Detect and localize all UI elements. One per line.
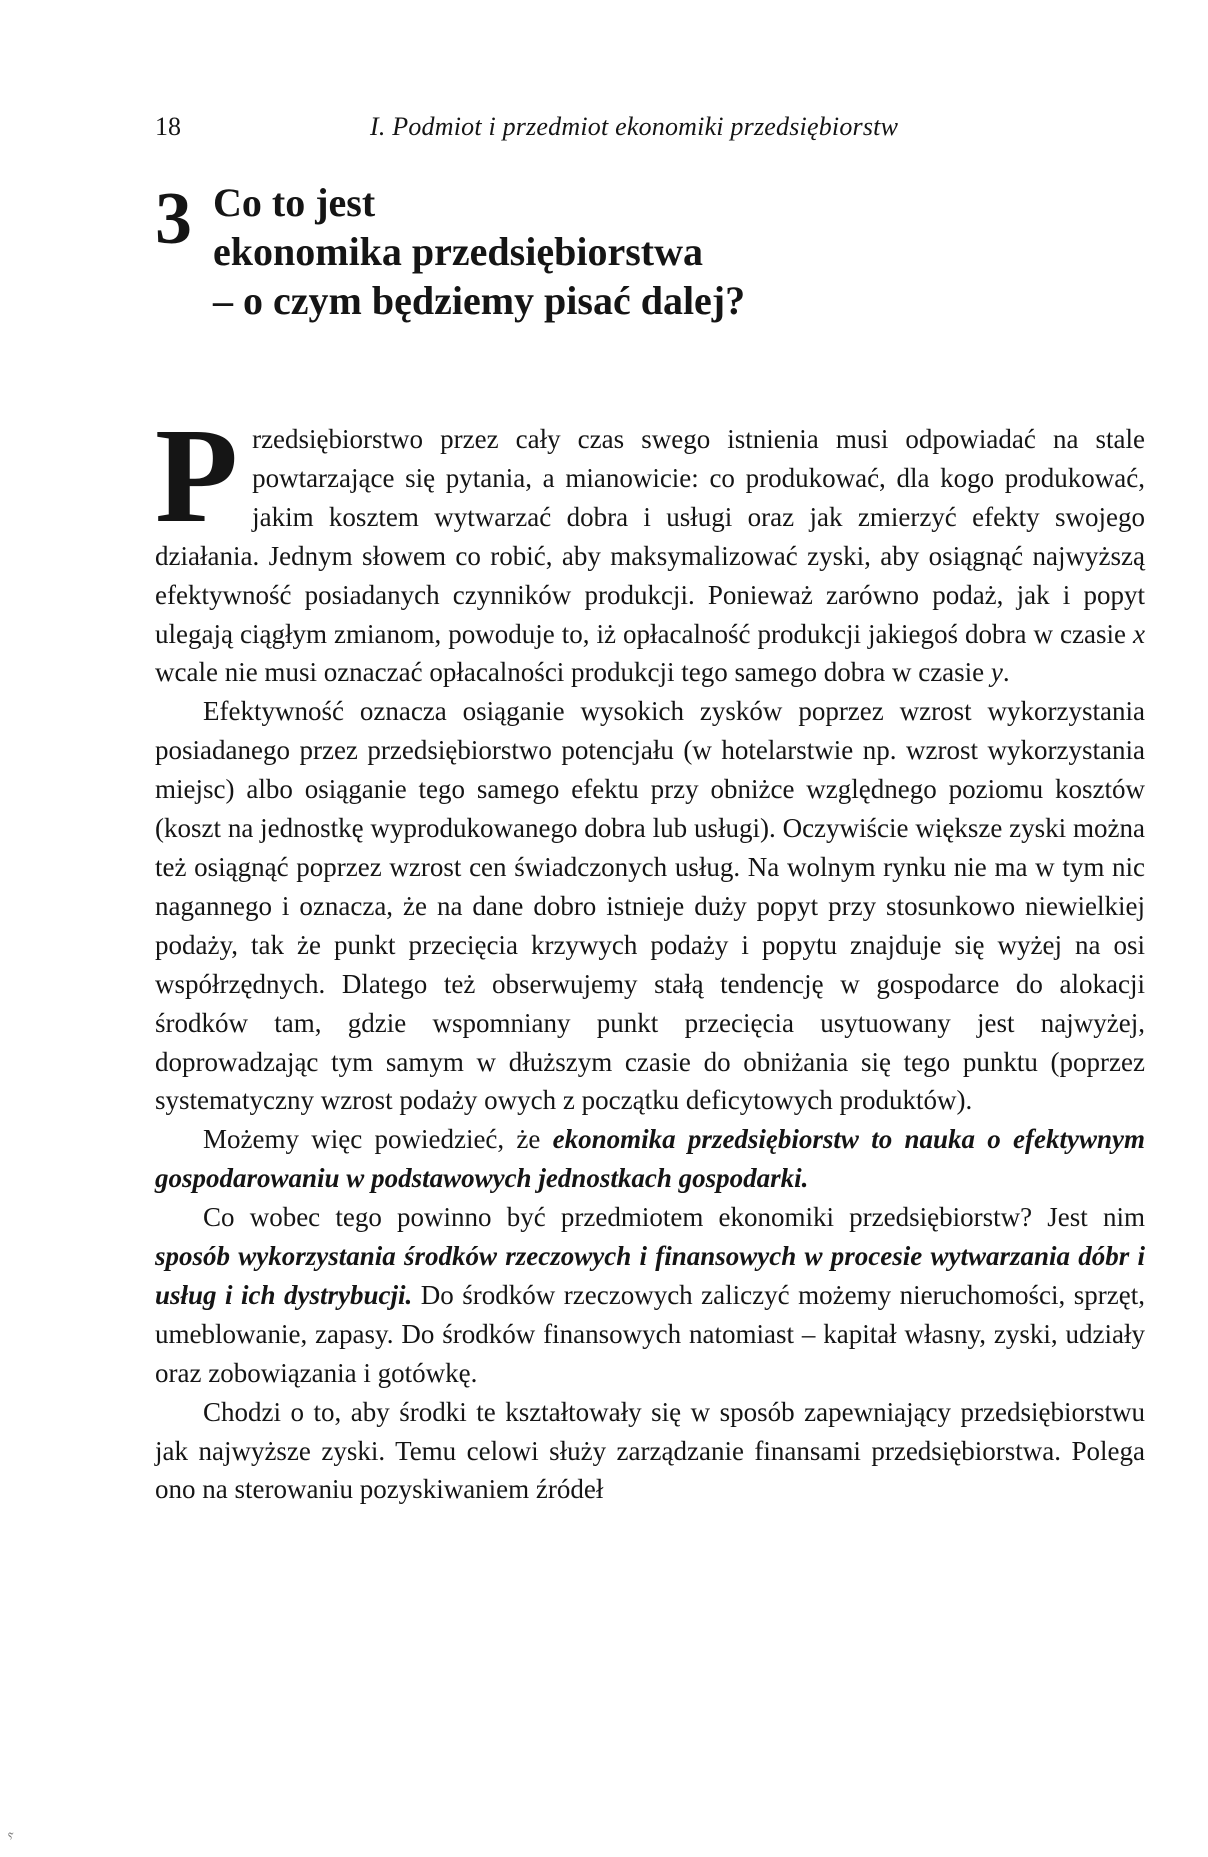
paragraph-1-text-a: rzedsiębiorstwo przez cały czas swego istnienia musi odpowiadać na stale powtarzające się pytania, a mianowicie: co produkować, dla kogo produkować, jakim kosztem wytwarzać dobra i usługi oraz jak zmierzyć efekty swojego działania. Jednym słowem co robić, aby maksymalizować zyski, aby osiągnąć najwyższą efektywność posiadanych czynników produkcji. Ponieważ zarówno podaż, jak i popyt ulegają ciągłym zmianom, powoduje to, iż opłacalność produkcji jakiegoś dobra w czasie	[155, 424, 1145, 649]
paragraph-3	[155, 1120, 1145, 1198]
variable-x: x	[1133, 618, 1145, 649]
paragraph-3-text: Możemy więc powiedzieć, że	[203, 1124, 553, 1155]
section-title-line: ekonomika przedsiębiorstwa	[213, 229, 703, 274]
margin-mark: ⲋ	[8, 1828, 14, 1843]
paragraph-1	[155, 401, 1145, 692]
definition-emphasis: ekonomika przedsiębiorstw to nauka o efektywnym gospodarowaniu w podstawowych jednostkach gospodarki.	[155, 1124, 1145, 1194]
paragraph-1-text-c: .	[1002, 657, 1010, 688]
section-heading	[155, 178, 1055, 332]
variable-y: y	[990, 657, 1003, 688]
paragraph-5: Chodzi o to, aby środki te kształtowały się w sposób zapewniający przedsiębiorstwu jak najwyższe zyski. Temu celowi służy zarządzanie finansami przedsiębiorstwa. Polega ono na sterowaniu pozyskiwaniem źródeł	[155, 1396, 1145, 1505]
body-text	[155, 401, 1145, 1509]
paragraph-4	[155, 1198, 1145, 1393]
paragraph-2: Efektywność oznacza osiąganie wysokich zysków poprzez wzrost wykorzystania posiadanego przez przedsiębiorstwo potencjału (w hotelarstwie np. wzrost wykorzystania miejsc) albo osiąganie tego samego efektu przy obniżce względnego poziomu kosztów (koszt na jednostkę wyprodukowanego dobra lub usługi). Oczywiście większe zyski można też osiągnąć poprzez wzrost cen świadczonych usług. Na wolnym rynku nie ma w tym nic nagannego i oznacza, że na dane dobro istnieje duży popyt przy stosunkowo niewielkiej podaży, tak że punkt przecięcia krzywych podaży i popytu znajduje się wyżej na osi współrzędnych. Dlatego też obserwujemy stałą tendencję w gospodarce do alokacji środków tam, gdzie wspomniany punkt przecięcia usytuowany jest najwyżej, doprowadzając tym samym w dłuższym czasie do obniżania się tego punktu (poprzez systematyczny wzrost podaży owych z początku deficytowych produktów).	[155, 696, 1145, 1116]
drop-cap: P	[155, 401, 239, 551]
paragraph-4-text-a: Co wobec tego powinno być przedmiotem ekonomiki przedsiębiorstw? Jest nim	[203, 1202, 1145, 1233]
subject-emphasis: sposób wykorzystania środków rzeczowych i finansowych w procesie wytwarzania dóbr i usług i ich dystrybucji.	[155, 1241, 1145, 1310]
running-header	[155, 112, 995, 152]
section-title-line: – o czym będziemy pisać dalej?	[213, 278, 746, 323]
section-title-line: Co to jest	[213, 180, 376, 225]
running-title: I. Podmiot i przedmiot ekonomiki przedsiębiorstw	[370, 112, 899, 141]
paragraph-4-text-b: Do środków rzeczowych zaliczyć możemy nieruchomości, sprzęt, umeblowanie, zapasy. Do środków finansowych natomiast – kapitał własny, zyski, udziały oraz zobowiązania i gotówkę.	[155, 1279, 1145, 1388]
section-title	[213, 178, 745, 325]
page-number: 18	[155, 112, 181, 141]
paragraph-1-text-b: wcale nie musi oznaczać opłacalności produkcji tego samego dobra w czasie	[155, 657, 991, 688]
section-number: 3	[155, 178, 192, 260]
